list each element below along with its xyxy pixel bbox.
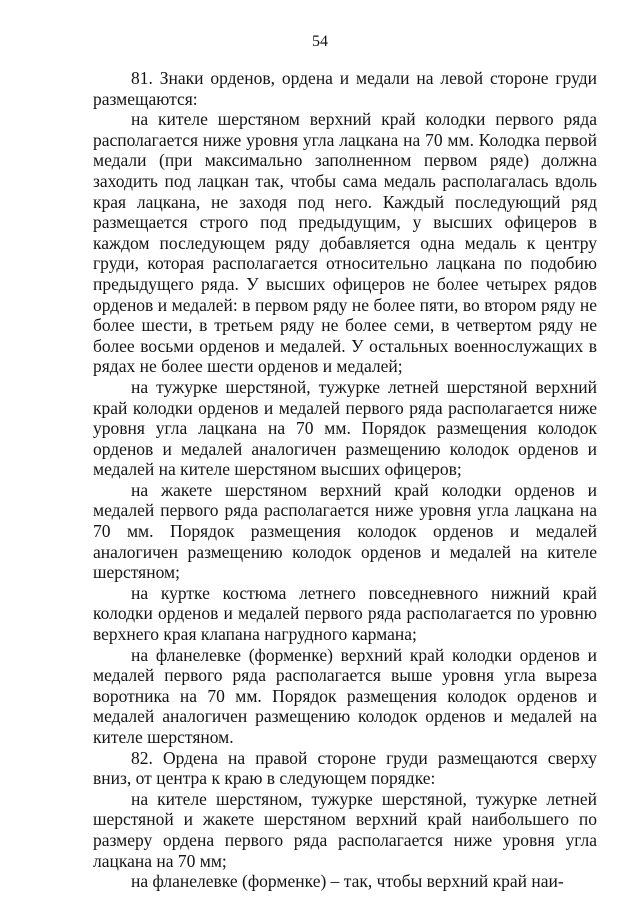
paragraph-82-kitel: на кителе шерстяном, тужурке шерстяной, тужурке летней шерстяной и жакете шерстяном верхний край наибольшего по размеру ордена первого ряда располагается ниже уровня угла лацкана на 70 мм;	[93, 788, 597, 871]
paragraph-kitel: на кителе шерстяном верхний край колодки первого ряда располагается ниже уровня угла лацкана на 70 мм. Колодка первой медали (при максимально заполненном первом ряде) должна заходить под лацкан так, чтобы сама медаль располагалась вдоль края лацкана, не заходя под него. Каждый последующий ряд размещается строго под предыдущим, у высших офицеров в каждом последующем ряду добавляется одна медаль к центру груди, которая располагается относительно лацкана по подобию предыдущего ряда. У высших офицеров не более четырех рядов орденов и медалей: в первом ряду не более пяти, во втором ряду не более шести, в третьем ряду не более семи, в четвертом ряду не более восьми орденов и медалей. У остальных военнослужащих в рядах не более шести орденов и медалей;	[93, 109, 597, 377]
paragraph-tuzhurka: на тужурке шерстяной, тужурке летней шерстяной верхний край колодки орденов и медалей первого ряда располагается ниже уровня угла лацкана на 70 мм. Порядок размещения колодок орденов и медалей аналогичен размещению колодок орденов и медалей на кителе шерстяном высших офицеров;	[93, 376, 597, 480]
paragraph-flanelevka: на фланелевке (форменке) верхний край колодки орденов и медалей первого ряда располагается выше уровня угла выреза воротника на 70 мм. Порядок размещения колодок орденов и медалей аналогичен размещению колодок орденов и медалей на кителе шерстяном.	[93, 644, 597, 747]
paragraph-zhaket: на жакете шерстяном верхний край колодки орденов и медалей первого ряда располагается ниже уровня угла лацкана на 70 мм. Порядок размещения колодок орденов и медалей аналогичен размещению колодок орденов и медалей на кителе шерстяном;	[93, 479, 597, 583]
paragraph-82-flanelevka: на фланелевке (форменке) – так, чтобы верхний край наи-	[131, 871, 564, 892]
paragraph-81-intro: 81. Знаки орденов, ордена и медали на левой стороне груди размещаются:	[93, 68, 597, 109]
page-number: 54	[312, 33, 328, 50]
paragraph-82-intro: 82. Ордена на правой стороне груди размещаются сверху вниз, от центра к краю в следующем порядке:	[93, 747, 597, 789]
paragraph-kurtka: на куртке костюма летнего повседневного нижний край колодки орденов и медалей первого ряда располагается по уровню верхнего края клапана нагрудного кармана;	[93, 582, 597, 645]
document-body	[93, 68, 597, 892]
